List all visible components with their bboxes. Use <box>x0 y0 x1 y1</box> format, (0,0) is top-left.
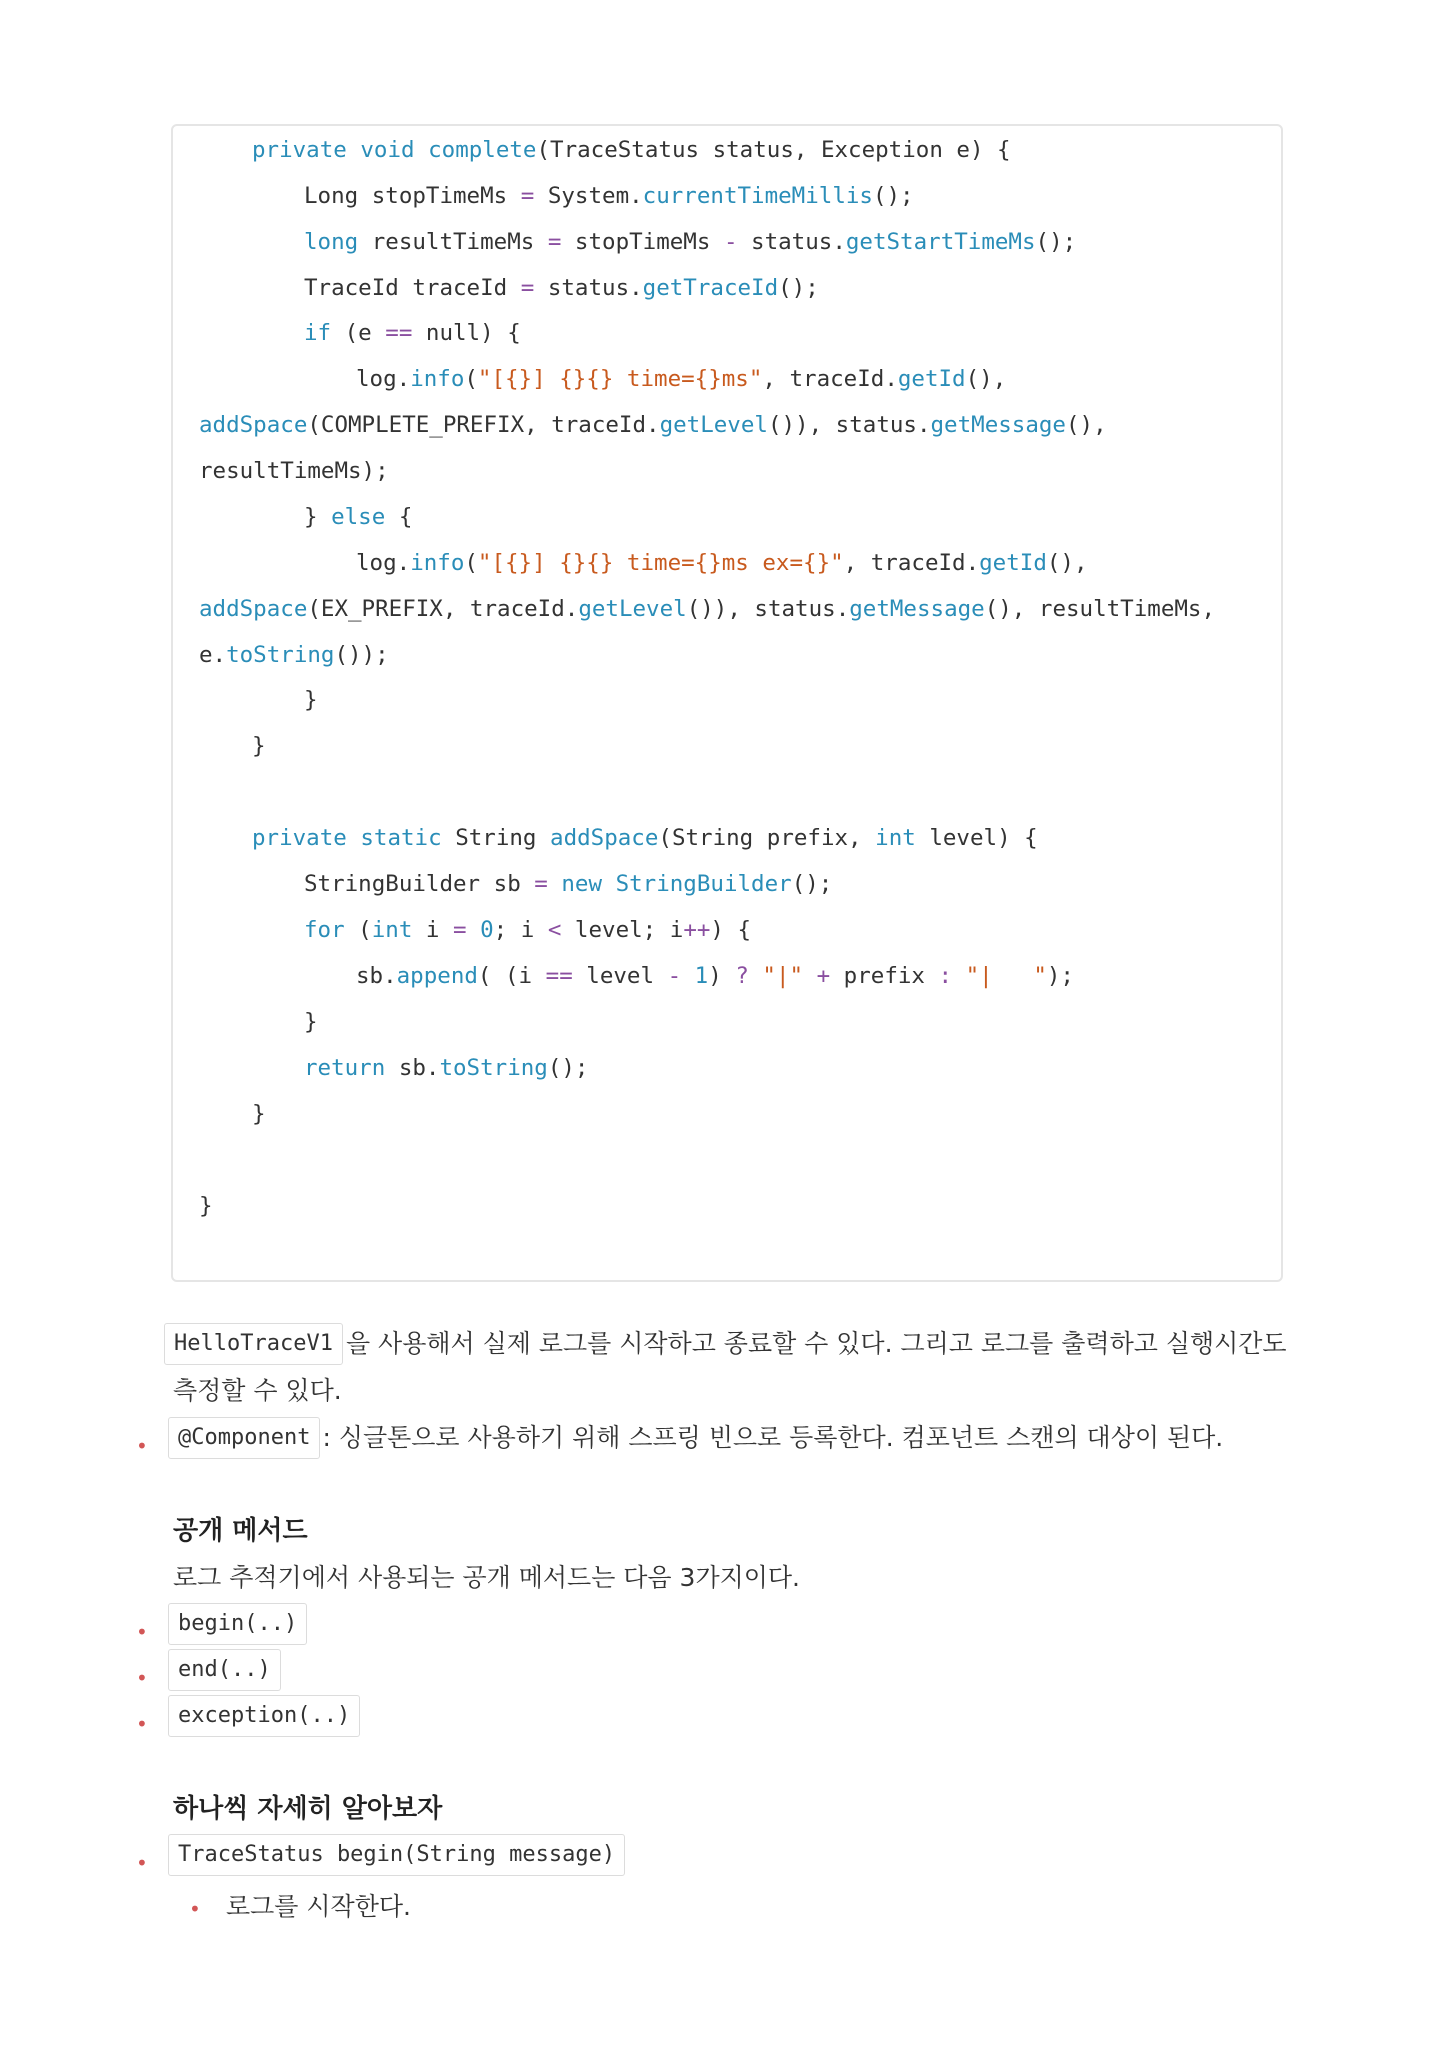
inline-code: HelloTraceV1 <box>164 1323 343 1365</box>
bullet-icon: • <box>136 1434 148 1458</box>
code-line: log.info("[{}] {}{} time={}ms ex={}", traceId.getId(), <box>356 550 1088 576</box>
list-item <box>168 1649 281 1691</box>
inline-code: TraceStatus begin(String message) <box>168 1834 625 1876</box>
code-line: resultTimeMs); <box>199 458 389 484</box>
list-item <box>168 1603 307 1645</box>
code-line: StringBuilder sb = new StringBuilder(); <box>304 871 833 897</box>
code-line: } <box>304 1009 318 1035</box>
bullet-icon: • <box>136 1620 148 1644</box>
bullet-icon: • <box>136 1851 148 1875</box>
code-line: } <box>199 1193 213 1219</box>
intro-paragraph <box>164 1323 1287 1365</box>
section-heading: 하나씩 자세히 알아보자 <box>173 1794 443 1824</box>
code-block <box>171 124 1283 1282</box>
list-item <box>168 1417 1223 1459</box>
code-line: } <box>252 1101 266 1127</box>
section-description: 로그 추적기에서 사용되는 공개 메서드는 다음 3가지이다. <box>173 1563 800 1592</box>
intro-text: 을 사용해서 실제 로그를 시작하고 종료할 수 있다. 그리고 로그를 출력하고 실행시간도 <box>345 1329 1287 1358</box>
code-line: return sb.toString(); <box>304 1055 589 1081</box>
code-line: log.info("[{}] {}{} time={}ms", traceId.getId(), <box>356 366 1007 392</box>
code-line: long resultTimeMs = stopTimeMs - status.getStartTimeMs(); <box>304 229 1077 255</box>
code-line: } else { <box>304 504 413 530</box>
code-line: private static String addSpace(String prefix, int level) { <box>252 825 1038 851</box>
bullet-icon: • <box>189 1897 201 1921</box>
intro-text-continued: 측정할 수 있다. <box>173 1376 342 1405</box>
code-line: } <box>252 733 266 759</box>
list-item <box>168 1834 625 1876</box>
code-line: } <box>304 687 318 713</box>
code-line: addSpace(EX_PREFIX, traceId.getLevel()), status.getMessage(), resultTimeMs, <box>199 596 1216 622</box>
code-line: addSpace(COMPLETE_PREFIX, traceId.getLevel()), status.getMessage(), <box>199 412 1107 438</box>
inline-code: exception(..) <box>168 1695 360 1737</box>
section-heading: 공개 메서드 <box>173 1516 308 1546</box>
inline-code: begin(..) <box>168 1603 307 1645</box>
code-line: for (int i = 0; i < level; i++) { <box>304 917 752 943</box>
bullet-icon: • <box>136 1712 148 1736</box>
sub-list-item-text: 로그를 시작한다. <box>226 1892 411 1921</box>
list-item <box>168 1695 360 1737</box>
code-line: if (e == null) { <box>304 320 521 346</box>
inline-code: @Component <box>168 1417 320 1459</box>
code-line: Long stopTimeMs = System.currentTimeMillis(); <box>304 183 914 209</box>
code-line: e.toString()); <box>199 642 389 668</box>
bullet-icon: • <box>136 1666 148 1690</box>
list-item-text: : 싱글톤으로 사용하기 위해 스프링 빈으로 등록한다. 컴포넌트 스캔의 대상이 된다. <box>322 1423 1224 1452</box>
code-line: private void complete(TraceStatus status, Exception e) { <box>252 137 1011 163</box>
code-line: sb.append( (i == level - 1) ? "|" + prefix : "| "); <box>356 963 1074 989</box>
code-line: TraceId traceId = status.getTraceId(); <box>304 275 819 301</box>
inline-code: end(..) <box>168 1649 281 1691</box>
